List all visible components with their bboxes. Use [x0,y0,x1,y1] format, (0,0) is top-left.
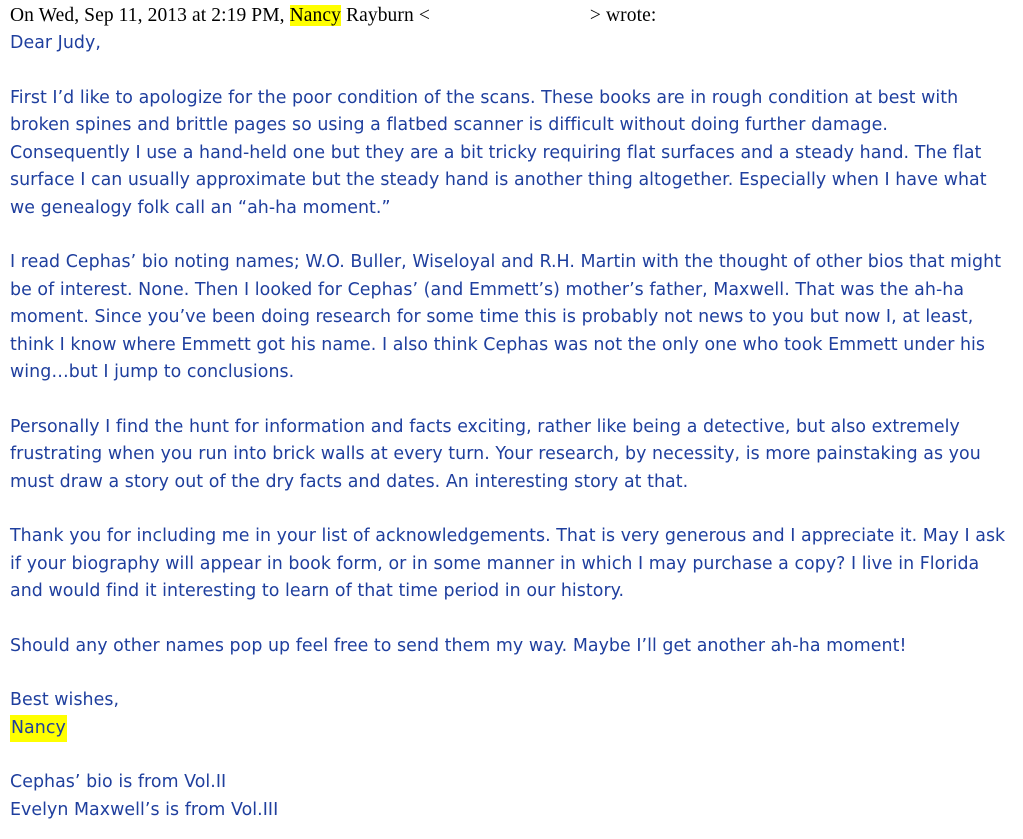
signature-line [10,715,1011,743]
quote-header-middle: Rayburn < [341,5,430,26]
highlighted-signature-name: Nancy [10,715,67,743]
email-body [10,30,1011,824]
footnote-2: Evelyn Maxwell’s is from Vol.III [10,799,279,820]
body-paragraph-4: Thank you for including me in your list of acknowledgements. That is very generous and I appreciate it. May I ask if your biography will appear in book form, or in some manner in which I may purchase a copy? I live in Florida and would find it interesting to learn of that time period in our history. [10,526,1006,602]
quoted-message-header [10,4,1011,27]
paragraph-spacer [10,387,1011,414]
quote-header-prefix: On Wed, Sep 11, 2013 at 2:19 PM, [10,5,290,26]
paragraph-spacer [10,58,1011,85]
paragraph-spacer [10,496,1011,523]
highlighted-sender-name: Nancy [289,5,342,26]
greeting-line: Dear Judy, [10,33,101,54]
body-paragraph-3: Personally I find the hunt for information and facts exciting, rather like being a detective, but also extremely frustrating when you run into brick walls at every turn. Your research, by necessity, is more painstaking as you must draw a story out of the dry facts and dates. An interesting story at that. [10,416,981,492]
quote-header-suffix: > wrote: [589,5,657,26]
closing-line: Best wishes, [10,690,120,711]
paragraph-spacer [10,222,1011,249]
paragraph-spacer [10,606,1011,633]
body-paragraph-1: First I’d like to apologize for the poor condition of the scans. These books are in rough condition at best with broken spines and brittle pages so using a flatbed scanner is difficult without doing further damage. Consequently I use a hand-held one but they are a bit tricky requiring flat surfaces and a steady hand. The flat surface I can usually approximate but the steady hand is another thing altogether. Especially when I have what we genealogy folk call an “ah-ha moment.” [10,87,987,218]
body-paragraph-2: I read Cephas’ bio noting names; W.O. Buller, Wiseloyal and R.H. Martin with the thought of other bios that might be of interest. None. Then I looked for Cephas’ (and Emmett’s) mother’s father, Maxwell. That was the ah-ha moment. Since you’ve been doing research for some time this is probably not news to you but now I, at least, think I know where Emmett got his name. I also think Cephas was not the only one who took Emmett under his wing…but I jump to conclusions. [10,252,1002,383]
footnote-1: Cephas’ bio is from Vol.II [10,772,227,793]
paragraph-spacer [10,660,1011,687]
body-paragraph-5: Should any other names pop up feel free to send them my way. Maybe I’ll get another ah-ha moment! [10,635,907,656]
paragraph-spacer [10,742,1011,769]
